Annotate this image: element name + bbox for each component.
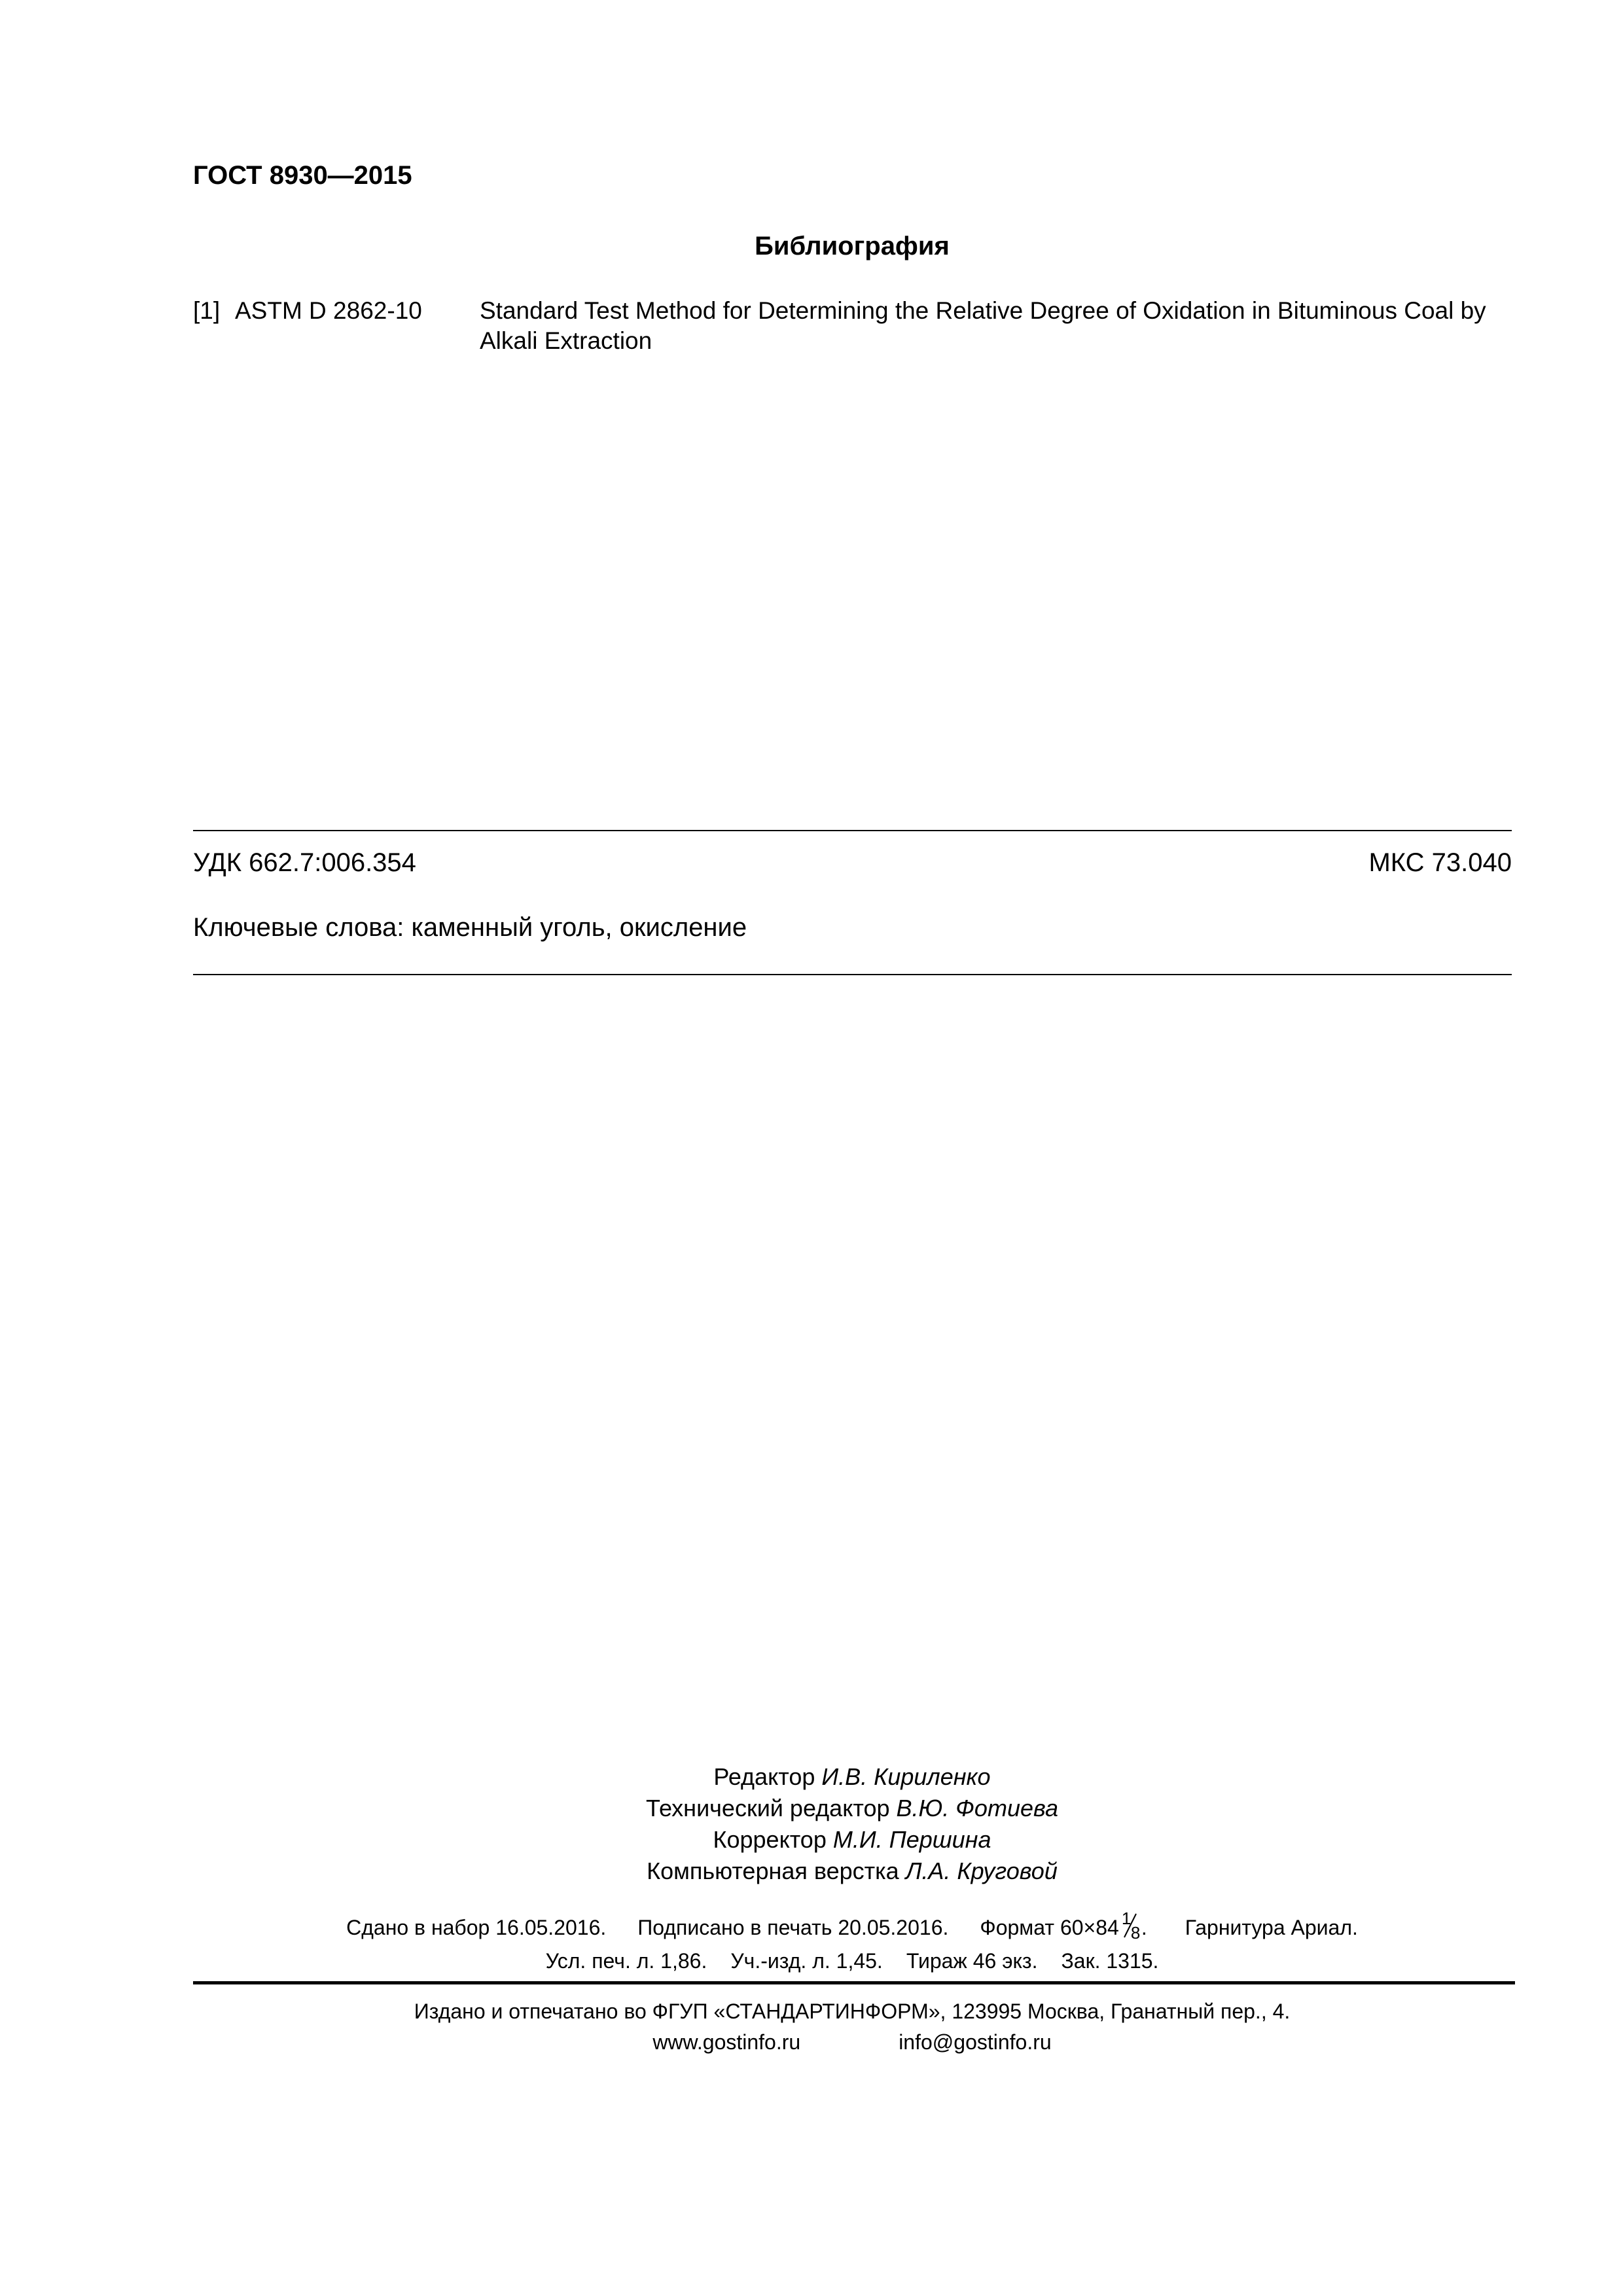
udk-code: УДК 662.7:006.354 [193,848,416,877]
divider-top [193,830,1512,831]
typeset-date: Сдано в набор 16.05.2016. [346,1916,607,1939]
circulation: Тираж 46 экз. [906,1949,1038,1973]
credit-role: Редактор [713,1763,822,1790]
reference-number: [1] [193,297,221,324]
credit-layout [0,1856,1623,1887]
publisher-contacts [0,2030,1623,2054]
website-link[interactable]: www.gostinfo.ru [652,2030,801,2054]
format-fraction [1119,1909,1141,1943]
format-label: Формат 60×84 [980,1916,1119,1939]
publication-sheets: Уч.-изд. л. 1,45. [730,1949,883,1973]
print-sheets: Усл. печ. л. 1,86. [545,1949,707,1973]
credit-editor [0,1761,1623,1793]
mks-code: МКС 73.040 [1368,848,1512,877]
divider-bottom [193,974,1512,975]
reference-title: Standard Test Method for Determining the Relative Degree of Oxidation in Bituminous Coal by Alkali Extraction [480,297,1486,354]
signed-date: Подписано в печать 20.05.2016. [637,1916,949,1939]
print-info-row-2 [0,1949,1623,1973]
fraction-numerator: 1 [1121,1909,1132,1928]
divider-thick [193,1981,1515,1984]
reference-code: ASTM D 2862-10 [235,297,422,324]
email-link[interactable]: info@gostinfo.ru [899,2030,1052,2054]
typeface: Гарнитура Ариал. [1185,1916,1358,1939]
fraction-denominator: 8 [1130,1923,1141,1943]
credit-proofreader [0,1824,1623,1856]
keywords: Ключевые слова: каменный уголь, окисление [193,913,747,942]
credit-name: М.И. Першина [832,1826,991,1853]
order-number: Зак. 1315. [1061,1949,1159,1973]
credit-name: В.Ю. Фотиева [896,1795,1059,1821]
credit-name: И.В. Кириленко [821,1763,991,1790]
paper-format [980,1909,1147,1943]
publisher-line: Издано и отпечатано во ФГУП «СТАНДАРТИНФОРМ», 123995 Москва, Гранатный пер., 4. [414,2000,1291,2023]
credit-name: Л.А. Круговой [905,1857,1058,1884]
credit-role: Корректор [713,1826,833,1853]
format-end: . [1141,1916,1147,1939]
credits-block [0,1761,1623,1887]
credit-role: Компьютерная верстка [647,1857,906,1884]
credit-tech-editor [0,1793,1623,1824]
credit-role: Технический редактор [645,1795,897,1821]
bibliography-title: Библиография [755,232,950,260]
print-info-row-1 [0,1909,1623,1943]
document-number: ГОСТ 8930—2015 [193,161,412,190]
